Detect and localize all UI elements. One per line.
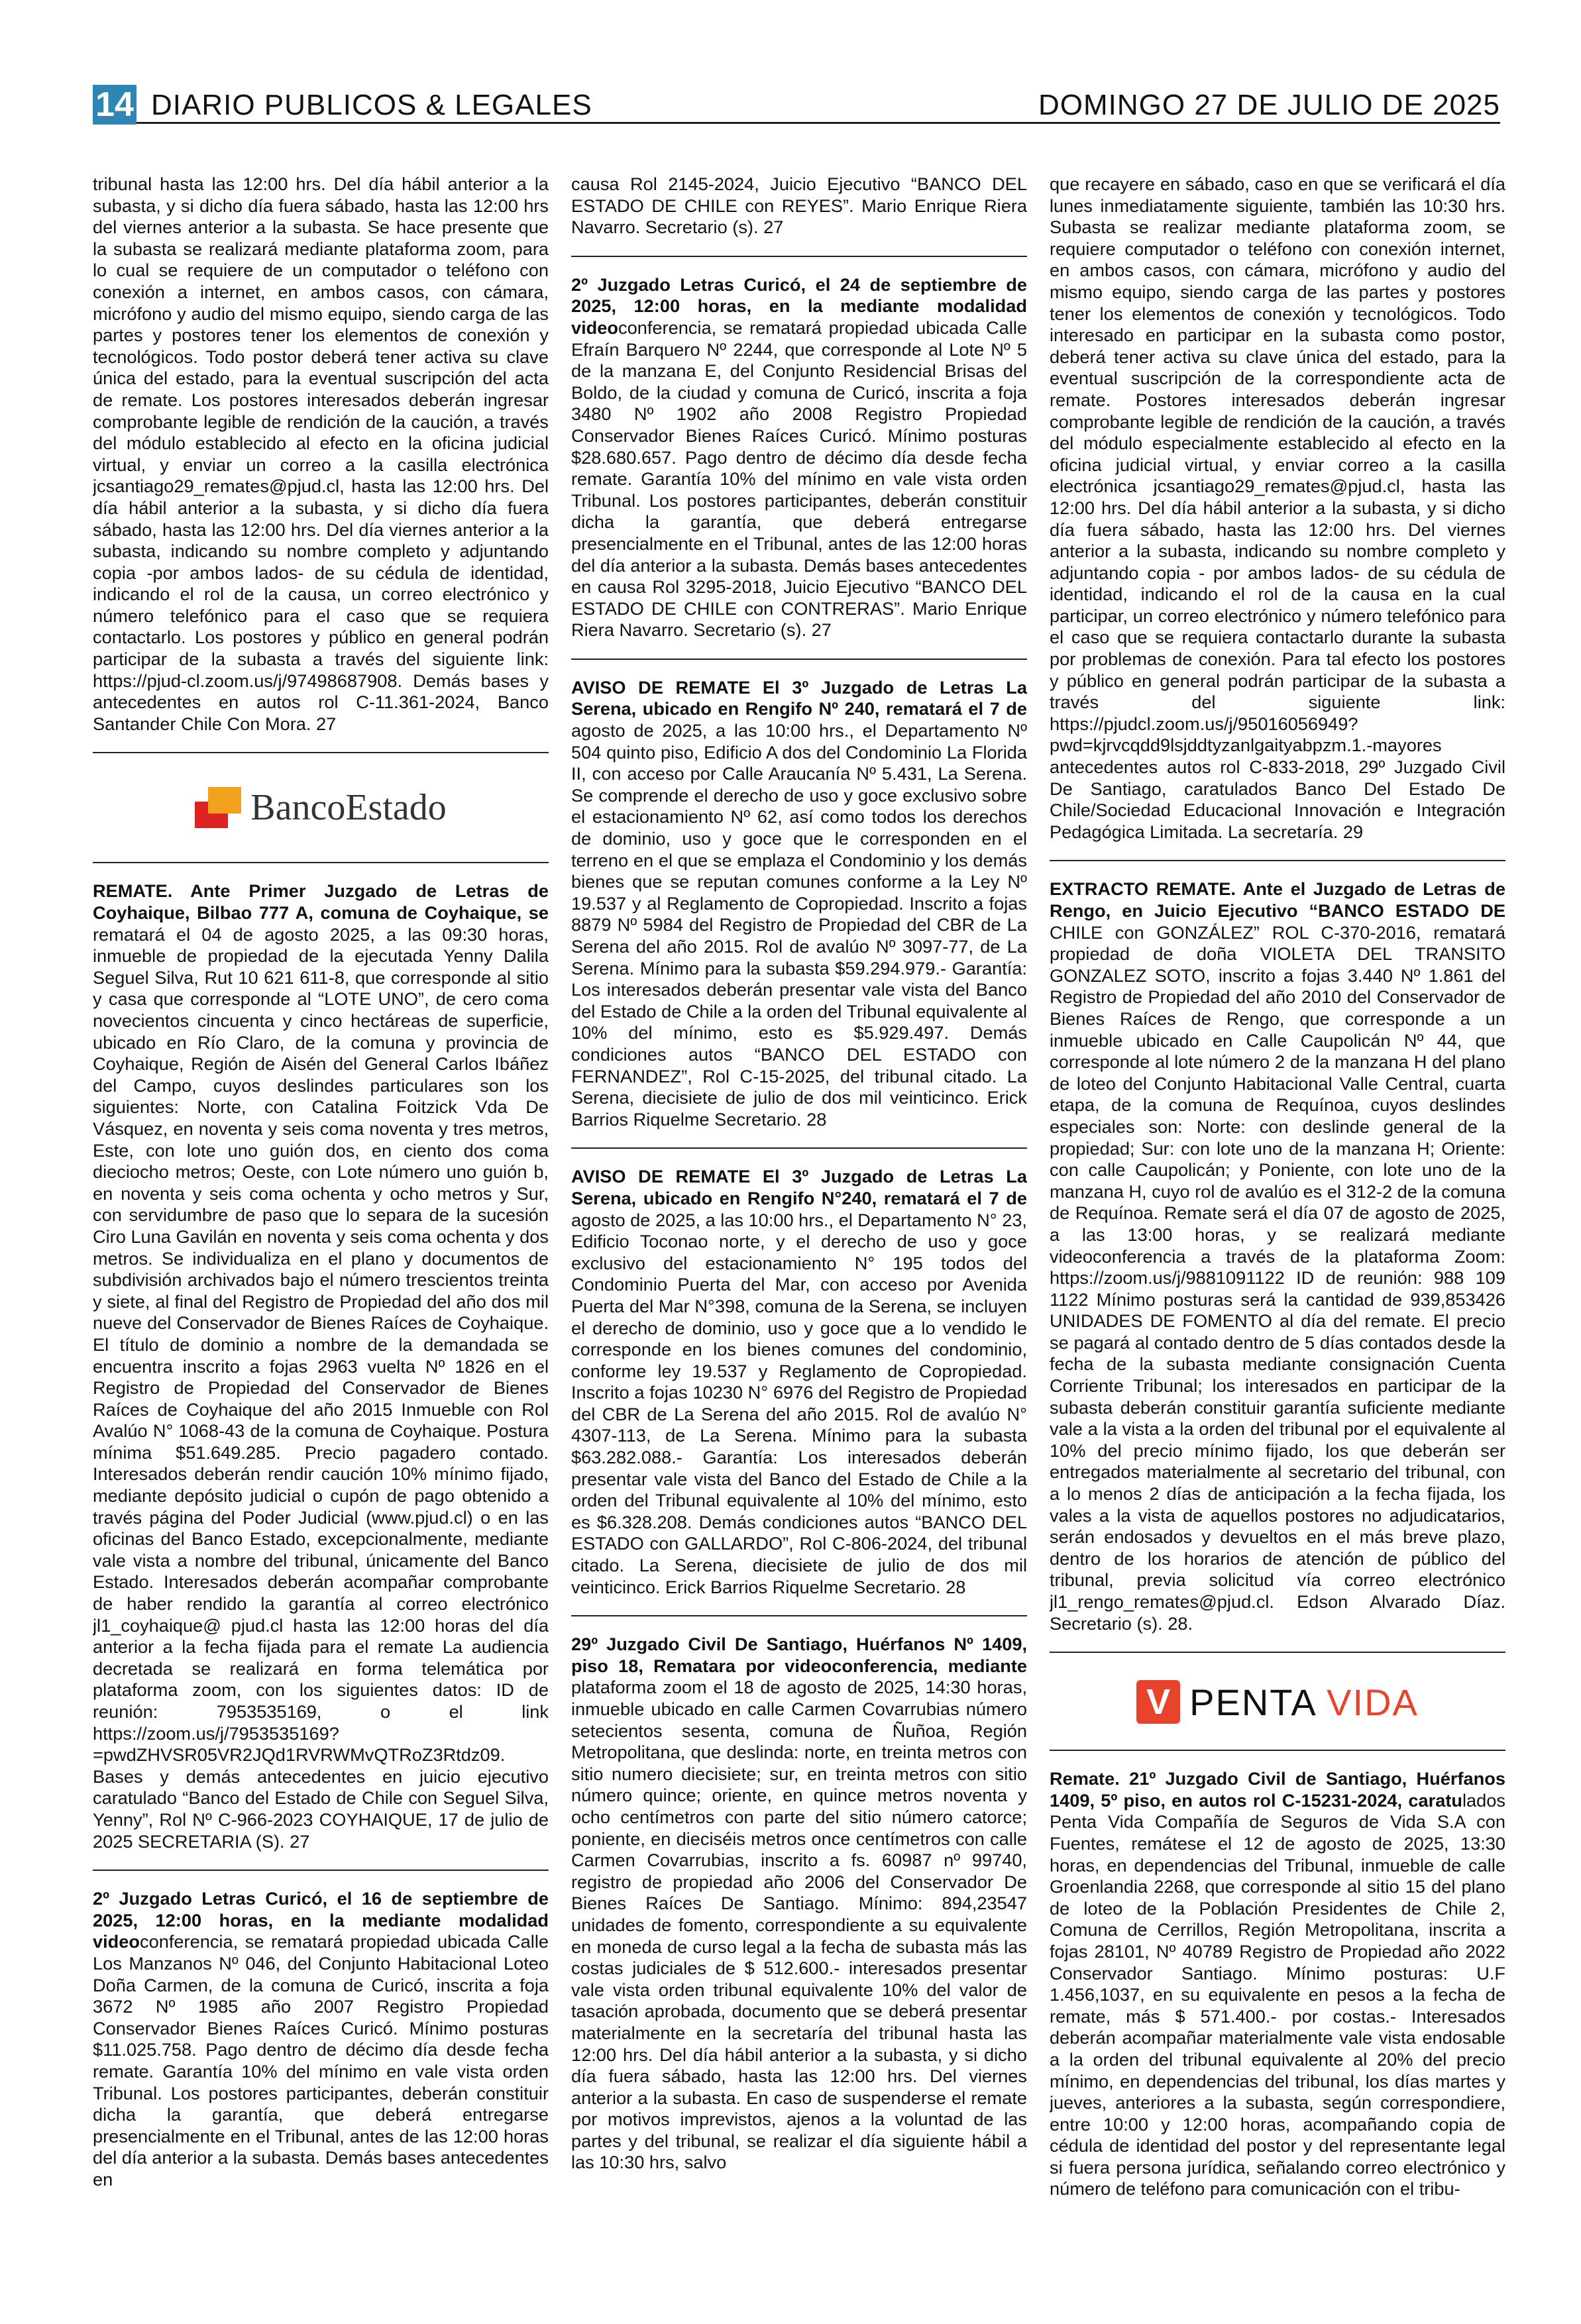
notice-text: [93, 880, 549, 1852]
notice-heading: 2º Juzgado Letras Curicó, el 24 de septiembre de 2025, 12:00 horas, en la mediante modalidad video: [571, 274, 1027, 338]
notice-text: [571, 1634, 1027, 2174]
notice-divider: [1050, 1652, 1505, 1653]
bancoestado-logo-text: BancoEstado: [250, 787, 447, 829]
pentavida-logo-text-a: PENTA: [1189, 1681, 1315, 1723]
notice-body: agosto de 2025, a las 10:00 hrs., el Departamento N° 23, Edificio Toconao norte, y el derecho de uso y goce exclusivo del estacionamiento N° 195 todos del Condominio Puerta del Mar, con acceso por Avenida Puerta del Mar N°398, comuna de la Serena, se incluyen el derecho de dominio, uso y goce que a lo vendido le corresponde en los bienes comunes del condominio, conforme ley 19.537 y Reglamento de Copropiedad. Inscrito a fojas 10230 N° 6976 del Registro de Propiedad del CBR de La Serena del año 2015. Rol de avalúo N° 4307-113, de La Serena. Mínimo para la subasta $63.282.088.- Garantía: Los interesados deberán presentar vale vista del Banco del Estado de Chile a la orden del Tribunal equivalente al 10% del mínimo, esto es $6.328.208. Demás condiciones autos “BANCO DEL ESTADO con GALLARDO”, Rol C-806-2024, del tribunal citado. La Serena, diecisiete de julio de dos mil veinticinco. Erick Barrios Riquelme Secretario. 28: [571, 1209, 1027, 1597]
page-number: 14: [93, 85, 136, 125]
column-3: [1050, 174, 1505, 2294]
notice-heading: 2º Juzgado Letras Curicó, el 16 de septiembre de 2025, 12:00 horas, en la mediante modalidad video: [93, 1888, 549, 1952]
bancoestado-logo-icon: [195, 784, 241, 831]
publication-name: DIARIO PUBLICOS & LEGALES: [151, 89, 592, 121]
notice-text: [571, 677, 1027, 1130]
notice-body: lados Penta Vida Compañía de Seguros de Vida S.A con Fuentes, remátese el 12 de agosto de 2025, 13:30 horas, en dependencias del Tribunal, inmueble de calle Groenlandia 2268, que corresponde al sitio 15 del plano de loteo de la Población Presidentes de Chile 2, Comuna de Cerrillos, Región Metropolitana, inscrita a fojas 28101, Nº 40789 Registro de Propiedad año 2022 Conservador Santiago. Mínimo posturas: U.F 1.456,1037, en su equivalente en pesos a la fecha de remate, más $ 571.400.- por costas.- Interesados deberán acompañar materialmente vale vista endosable a la orden del tribunal equivalente al 20% del precio mínimo, en dependencias del tribunal, los días martes y jueves, anteriores a la subasta, según correspondiere, entre 10:00 y 12:00 horas, acompañando copia de cédula de identidad del postor y del representante legal si fuera persona jurídica, señalando correo electrónico y número de teléfono para comunicación con el tribu-: [1050, 1789, 1505, 2199]
notice-heading: AVISO DE REMATE El 3º Juzgado de Letras La Serena, ubicado en Rengifo Nº 240, rematará el 7 de: [571, 676, 1027, 719]
notice-body: plataforma zoom el 18 de agosto de 2025, 14:30 horas, inmueble ubicado en calle Carmen Covarrubias número setecientos sesenta, comuna de Ñuñoa, Región Metropolitana, que deslinda: norte, en treinta metros con sitio numero diecisiete; sur, en treinta metros con sitio número quince; oriente, en quince metros noventa y ocho centímetros con parte del sitio número catorce; poniente, en dieciséis metros once centímetros con calle Carmen Covarrubias, inscrito a fs. 60987 nº 99740, registro de propiedad año 2006 del Conservador De Bienes Raíces De Santiago. Mínimo: 894,23547 unidades de fomento, correspondiente a su equivalente en moneda de curso legal a la fecha de subasta más las costas judiciales de $ 512.600.- interesados presentar vale vista orden tribunal equivalente 10% del valor de tasación aprobada, documento que se deberá presentar materialmente en la secretaría del tribunal hasta las 12:00 hrs. Del día hábil anterior a la subasta, y si dicho día fuera sábado, hasta las 12:00 hrs. Del viernes anterior a la subasta. En caso de suspenderse el remate por motivos imprevistos, ajenos a la voluntad de las partes y del tribunal, se realizar el día siguiente hábil a las 10:30 hrs, salvo: [571, 1677, 1027, 2173]
notice-divider: [93, 1870, 549, 1871]
notice-text: [1050, 1768, 1505, 2200]
notice-body: conferencia, se rematará propiedad ubicada Calle Los Manzanos Nº 046, del Conjunto Habitacional Loteo Doña Carmen, de la comuna de Curicó, inscrita a foja 3672 Nº 1985 año 2007 Registro Propiedad Conservador Bienes Raíces Curicó. Mínimo posturas $11.025.758. Pago dentro de décimo día desde fecha remate. Garantía 10% del mínimo en vale vista orden Tribunal. Los postores participantes, deberán constituir dicha la garantía, que deberá entregarse presencialmente en el Tribunal, antes de las 12:00 horas del día anterior a la subasta. Demás bases antecedentes en: [93, 1931, 549, 2190]
notice-divider: [571, 1615, 1027, 1616]
notice-text: causa Rol 2145-2024, Juicio Ejecutivo “BANCO DEL ESTADO DE CHILE con REYES”. Mario Enrique Riera Navarro. Secretario (s). 27: [571, 174, 1027, 238]
pentavida-logo: [1050, 1670, 1505, 1734]
notice-divider: [1050, 1750, 1505, 1751]
notice-body: rematará el 04 de agosto 2025, a las 09:30 horas, inmueble de propiedad de la ejecutada Yenny Dalila Seguel Silva, Rut 10 621 611-8, que corresponde al sitio y casa que corresponde al “LOTE UNO”, de cero coma novecientos cincuenta y cinco hectáreas de superficie, ubicado en Río Claro, de la comuna y provincia de Coyhaique, Región de Aisén del General Carlos Ibáñez del Campo, cuyos deslindes particulares son los siguientes: Norte, con Catalina Foitzick Vda De Vásquez, en noventa y seis coma noventa y tres metros, Este, con lote uno guión dos, en ciento dos coma dieciocho metros; Oeste, con Lote número uno guión b, en noventa y seis coma ochenta y ocho metros y Sur, con servidumbre de paso que lo separa de la sucesión Ciro Luna Gavilán en noventa y seis coma ochenta y dos metros. Se individualiza en el plano y documentos de subdivisión archivados bajo el número trescientos treinta y siete, al final del Registro de Propiedad del año dos mil nueve del Conservador de Bienes Raíces de Coyhaique. El título de dominio a nombre de la demandada se encuentra inscrito a fojas 2963 vuelta Nº 1826 en el Registro de Propiedad del Conservador de Bienes Raíces de Coyhaique del año 2015 Inmueble con Rol Avalúo N° 1068-43 de la comuna de Coyhaique. Postura mínima $51.649.285. Precio pagadero contado. Interesados deberán rendir caución 10% mínimo fijado, mediante depósito judicial o cupón de pago obtenido a través página del Poder Judicial (www.pjud.cl) o en las oficinas del Banco Estado, excepcionalmente, mediante vale vista a nombre del tribunal, únicamente del Banco Estado. Interesados deberán acompañar comprobante de haber rendido la garantía al correo electrónico jl1_coyhaique@ pjud.cl hasta las 12:00 horas del día anterior a la fecha fijada para el remate La audiencia decretada se realizará en forma telemática por plataforma zoom, con los siguientes datos: ID de reunión: 7953535169, o el link https://zoom.us/j/7953535169?=pwdZHVSR05VR2JQd1RVRWMvQTRoZ3Rtdz09. Bases y demás antecedentes en juicio ejecutivo caratulado “Banco del Estado de Chile con Seguel Silva, Yenny”, Rol Nº C-966-2023 COYHAIQUE, 17 de julio de 2025 SECRETARIA (S). 27: [93, 924, 549, 1852]
notice-heading: AVISO DE REMATE El 3º Juzgado de Letras La Serena, ubicado en Rengifo N°240, rematará el 7 de: [571, 1166, 1027, 1208]
notice-heading: Remate. 21º Juzgado Civil de Santiago, Huérfanos 1409, 5º piso, en autos rol C-15231-2024, caratu: [1050, 1768, 1505, 1811]
notice-heading: 29º Juzgado Civil De Santiago, Huérfanos Nº 1409, piso 18, Rematara por videoconferencia, mediante: [571, 1634, 1027, 1676]
notice-divider: [93, 862, 549, 863]
bancoestado-logo: [93, 770, 549, 845]
notice-text: [571, 274, 1027, 641]
notice-text: que recayere en sábado, caso en que se verificará el día lunes inmediatamente siguiente, también las 10:30 hrs. Subasta se realizar mediante plataforma zoom, se requiere computador o teléfono con conexión internet, en ambos casos, con cámara, micrófono y audio del mismo equipo, siendo carga de las partes y postores tener los elementos de conexión y tecnológicos. Todo interesado en participar en la subasta como postor, deberá tener activa su clave única del estado, para la eventual suscripción de la correspondiente acta de remate. Postores interesados deberán ingresar comprobante legible de rendición de la caución, a través del módulo especialmente establecido al efecto en la oficina judicial virtual, y enviar correo a la casilla electrónica jcsantiago29_remates@pjud.cl, hasta las 12:00 hrs. Del día hábil anterior a la subasta, y si dicho día fuera sábado, hasta las 12:00 hrs. Del viernes anterior a la subasta, indicando su nombre completo y adjuntando copia - por ambos lados- de su cédula de identidad, indicando el rol de la causa en la cual participar, un correo electrónico y número telefónico para el caso que se requiera contactarlo durante la subasta por problemas de conexión. Para tal efecto los postores y público en general podrán participar de la subasta a través del siguiente link: https://pjudcl.zoom.us/j/95016056949?pwd=kjrvcqdd9lsjddtyzanlgaityabpzm.1.-mayores antecedentes autos rol C-833-2018, 29º Juzgado Civil De Santiago, caratulados Banco Del Estado De Chile/Sociedad Educacional Innovación e Integración Pedagógica Limitada. La secretaría. 29: [1050, 174, 1505, 842]
notice-divider: [571, 1147, 1027, 1149]
notice-divider: [571, 659, 1027, 660]
notice-divider: [93, 752, 549, 753]
column-1: [93, 174, 549, 2294]
notice-divider: [1050, 860, 1505, 861]
notice-text: [1050, 878, 1505, 1634]
page-header: [93, 85, 1500, 124]
pentavida-logo-text: [1189, 1681, 1419, 1724]
notice-body: CHILE con GONZÁLEZ” ROL C-370-2016, rematará propiedad de doña VIOLETA DEL TRANSITO GONZALEZ SOTO, inscrito a fojas 3.440 Nº 1.861 del Registro de Propiedad del año 2010 del Conservador de Bienes Raíces de Rengo, que corresponde a un inmueble ubicado en Calle Caupolicán Nº 44, que corresponde al lote número 2 de la manzana H del plano de loteo del Conjunto Habitacional Valle Central, cuarta etapa, de la comuna de Requínoa, cuyos deslindes especiales son: Norte: con deslinde general de la propiedad; Sur: con lote uno de la manzana H; Oriente: con calle Caupolicán; y Poniente, con lote uno de la manzana H, cuyo rol de avalúo es el 312-2 de la comuna de Requínoa. Remate será el día 07 de agosto de 2025, a las 13:00 horas, y se realizará mediante videoconferencia a través de la plataforma Zoom: https://zoom.us/j/9881091122 ID de reunión: 988 109 1122 Mínimo posturas será la cantidad de 939,853426 UNIDADES DE FOMENTO al día del remate. El precio se pagará al contado dentro de 5 días contados desde la fecha de la subasta mediante consignación Cuenta Corriente Tribunal; los interesados en participar de la subasta deberán constituir garantía suficiente mediante vale a la vista a la orden del tribunal por el equivalente al 10% del precio mínimo fijado, los que deberán ser entregados materialmente al secretario del tribunal, con a lo menos 2 días de anticipación a la fecha fijada, los vales a la vista de aquellos postores no adjudicatarios, serán endosados y devueltos en el más breve plazo, dentro de los horarios de atención de público del tribunal, previa solicitud vía correo electrónico jl1_rengo_remates@pjud.cl. Edson Alvarado Díaz. Secretario (s). 28.: [1050, 922, 1505, 1634]
notice-heading: EXTRACTO REMATE. Ante el Juzgado de Letras de Rengo, en Juicio Ejecutivo “BANCO ESTADO DE: [1050, 878, 1505, 921]
pentavida-logo-icon: V: [1136, 1680, 1180, 1724]
notice-body: conferencia, se rematará propiedad ubicada Calle Efraín Barquero Nº 2244, que corresponde al Lote Nº 5 de la manzana E, del Conjunto Residencial Brisas del Boldo, de la ciudad y comuna de Curicó, inscrita a foja 3480 Nº 1902 año 2008 Registro Propiedad Conservador Bienes Raíces Curicó. Mínimo posturas $28.680.657. Pago dentro de décimo día desde fecha remate. Garantía 10% del mínimo en vale vista orden Tribunal. Los postores participantes, deberán constituir dicha la garantía, que deberá entregarse presencialmente en el Tribunal, antes de las 12:00 horas del día anterior a la subasta. Demás bases antecedentes en causa Rol 3295-2018, Juicio Ejecutivo “BANCO DEL ESTADO DE CHILE con CONTRERAS”. Mario Enrique Riera Navarro. Secretario (s). 27: [571, 317, 1027, 641]
publication-date: DOMINGO 27 DE JULIO DE 2025: [1038, 89, 1500, 121]
notice-text: [93, 1888, 549, 2190]
notice-text: tribunal hasta las 12:00 hrs. Del día hábil anterior a la subasta, y si dicho día fuera sábado, hasta las 12:00 hrs del viernes anterior a la subasta. Se hace presente que la subasta se realizará mediante plataforma zoom, para lo cual se requiere de un computador o teléfono con conexión a internet, en ambos casos, con cámara, micrófono y audio del mismo equipo, siendo carga de las partes y postores tener los elementos de conexión y tecnológicos. Todo postor deberá tener activa su clave única del estado, para la eventual suscripción del acta de remate. Los postores interesados deberán ingresar comprobante legible de rendición de la caución, a través del módulo establecido al efecto en la oficina judicial virtual, y enviar un correo a la casilla electrónica jcsantiago29_remates@pjud.cl, hasta las 12:00 hrs. Del día hábil anterior a la subasta, y si dicho día fuera sábado, hasta las 12:00 hrs. Del día viernes anterior a la subasta, indicando su nombre completo y adjuntando copia -por ambos lados- de su cédula de identidad, indicando el rol de la causa, un correo electrónico y número telefónico para el caso que se requiera contactarlo. Los postores y público en general podrán participar de la subasta a través del siguiente link: https://pjud-cl.zoom.us/j/97498687908. Demás bases y antecedentes en autos rol C-11.361-2024, Banco Santander Chile Con Mora. 27: [93, 174, 549, 734]
notice-divider: [571, 256, 1027, 257]
notice-body: agosto de 2025, a las 10:00 hrs., el Departamento Nº 504 quinto piso, Edificio A dos del Condominio La Florida II, con acceso por Calle Araucanía Nº 5.431, La Serena. Se comprende el derecho de uso y goce exclusivo sobre el estacionamiento Nº 62, así como todos los derechos de dominio, uso y goce que le corresponden en el terreno en el que se emplaza el Condominio y los demás bienes que se reputan comunes conforme a la Ley Nº 19.537 y al Reglamento de Copropiedad. Inscrito a fojas 8879 Nº 5984 del Registro de Propiedad del CBR de La Serena del año 2015. Rol de avalúo Nº 3097-77, de La Serena. Mínimo para la subasta $59.294.979.- Garantía: Los interesados deberán presentar vale vista del Banco del Estado de Chile a la orden del Tribunal equivalente al 10% del mínimo, esto es $5.929.497. Demás condiciones autos “BANCO DEL ESTADO con FERNANDEZ”, Rol C-15-2025, del tribunal citado. La Serena, diecisiete de julio de dos mil veinticinco. Erick Barrios Riquelme Secretario. 28: [571, 720, 1027, 1130]
pentavida-logo-text-b: VIDA: [1327, 1681, 1419, 1723]
notice-heading: REMATE. Ante Primer Juzgado de Letras de Coyhaique, Bilbao 777 A, comuna de Coyhaique, se: [93, 880, 549, 924]
column-2: [571, 174, 1027, 2294]
notice-text: [571, 1166, 1027, 1598]
